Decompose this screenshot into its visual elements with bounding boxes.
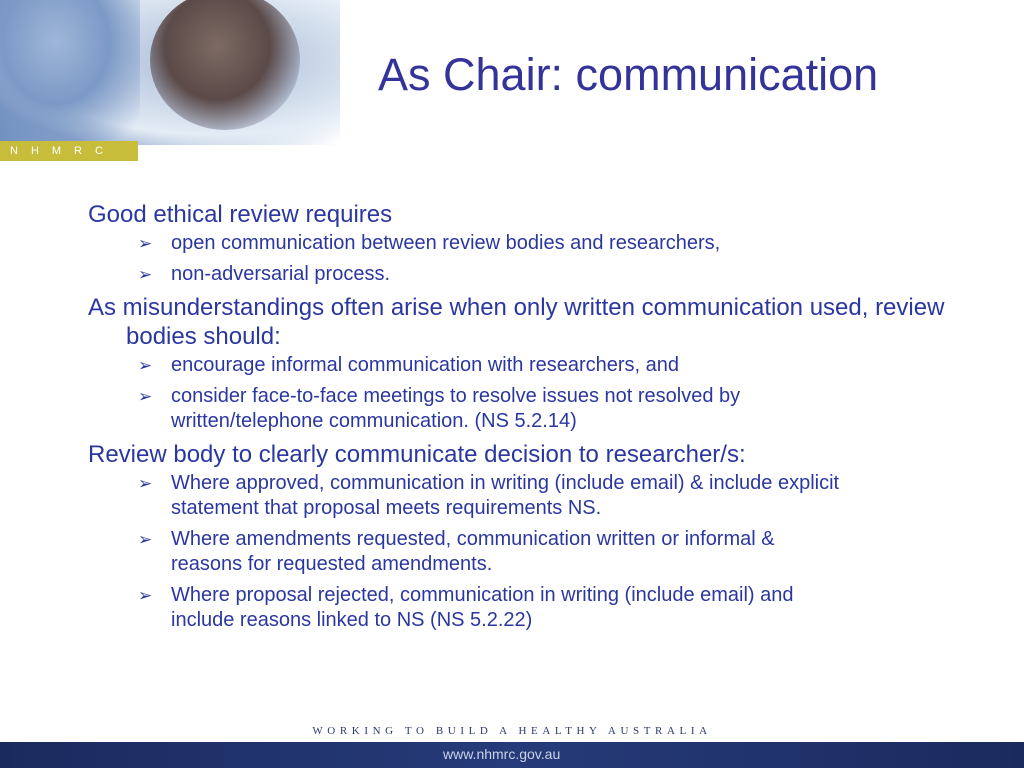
bullet-level1: Good ethical review requires — [88, 201, 393, 228]
researcher-figure — [0, 0, 140, 140]
doctor-face — [150, 0, 300, 130]
nhmrc-logo-strip — [0, 141, 138, 161]
arrow-bullet-icon: ➢ — [138, 387, 153, 406]
bullet-level2: ➢ Where proposal rejected, communication in writing (include email) and include reasons linked to NS (NS 5.2.22) — [138, 584, 794, 631]
footer-url: www.nhmrc.gov.au — [443, 746, 561, 762]
bullet-level2: ➢ encourage informal communication with researchers, and — [138, 354, 680, 376]
bullet-level2: ➢ non-adversarial process. — [138, 263, 390, 285]
slide-content — [88, 200, 958, 639]
footer-tagline: WORKING TO BUILD A HEALTHY AUSTRALIA — [312, 725, 712, 737]
arrow-bullet-icon: ➢ — [138, 530, 153, 549]
arrow-bullet-icon: ➢ — [138, 234, 153, 253]
header-photo — [0, 0, 340, 145]
bullet-level2: ➢ open communication between review bodies and researchers, — [138, 232, 721, 254]
arrow-bullet-icon: ➢ — [138, 586, 153, 605]
bullet-level1: Review body to clearly communicate decision to researcher/s: — [88, 441, 746, 468]
bullet-level2: ➢ consider face-to-face meetings to resolve issues not resolved by written/telephone communication. (NS 5.2.14) — [138, 385, 741, 432]
footer-bar — [0, 742, 1024, 768]
bullet-level1: As misunderstandings often arise when only written communication used, review bodies should: — [88, 294, 945, 350]
arrow-bullet-icon: ➢ — [138, 474, 153, 493]
nhmrc-logo-text: NHMRC — [10, 145, 116, 157]
bullet-level2: ➢ Where amendments requested, communication written or informal & reasons for requested amendments. — [138, 528, 775, 575]
slide-title: As Chair: communication — [378, 49, 879, 100]
arrow-bullet-icon: ➢ — [138, 356, 153, 375]
arrow-bullet-icon: ➢ — [138, 265, 153, 284]
bullet-level2: ➢ Where approved, communication in writing (include email) & include explicit statement that proposal meets requirements NS. — [138, 472, 840, 519]
